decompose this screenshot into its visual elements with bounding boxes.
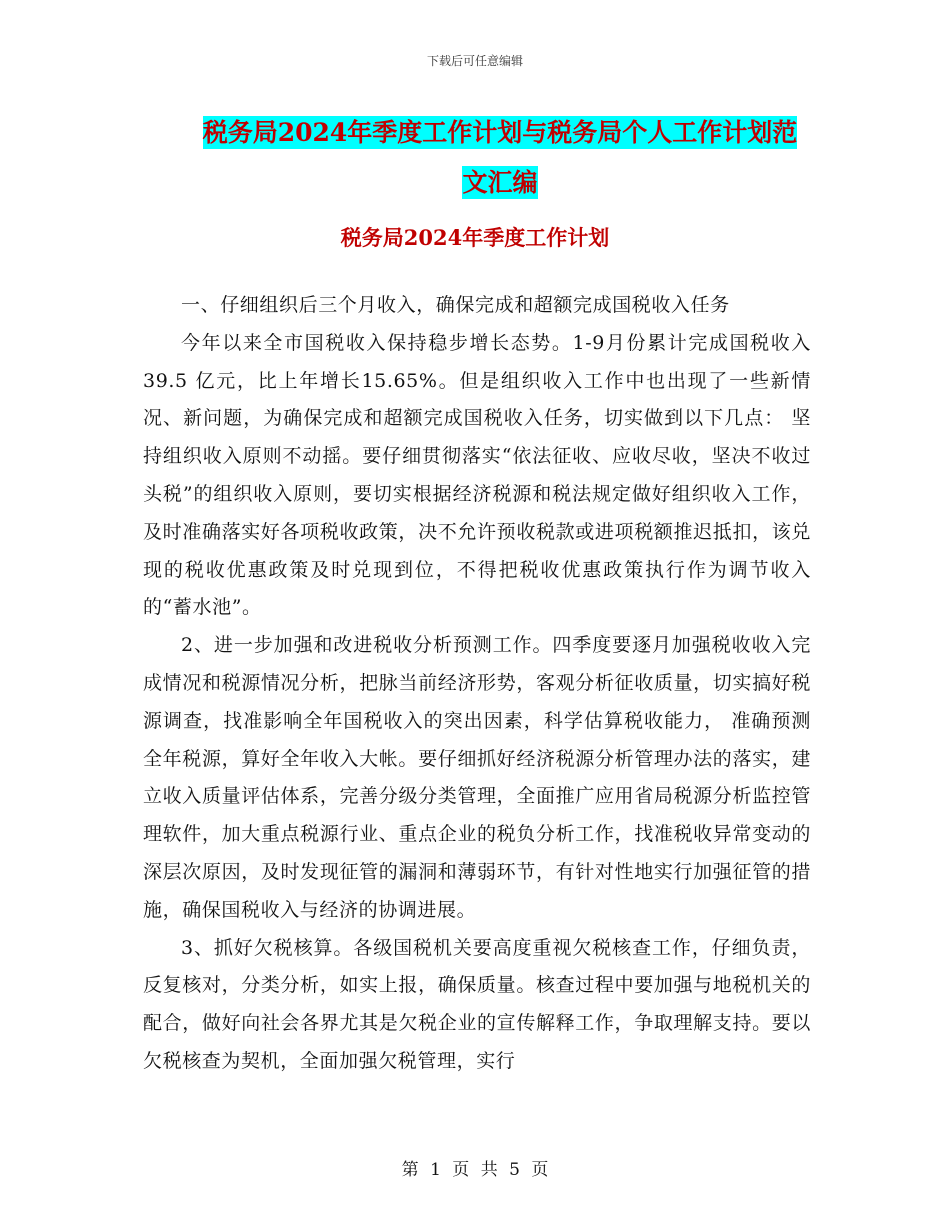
page-footer: 第 1 页 共 5 页 [401,1160,549,1180]
title-line-1: 税务局2024年季度工作计划与税务局个人工作计划范 [202,118,798,147]
header-note: 下载后可任意编辑 [426,54,523,68]
paragraph-heading: 一、仔细组织后三个月收入，确保完成和超额完成国税收入任务 [181,294,730,316]
section-title: 税务局2024年季度工作计划 [340,225,610,250]
paragraph: 今年以来全市国税收入保持稳步增长态势。1-9月份累计完成国税收入39.5 亿元，比上年增长15.65%。但是组织收入工作中也出现了一些新情况、新问题，为确保完成和超额完成国税收入任务，切实做到以下几点： 坚持组织收入原则不动摇。要仔细贯彻落实“依法征收、应收尽收，坚决不收过头税”的组织收入原则，要切实根据经济税源和税法规定做好组织收入工作，及时准确落实好各项税收政策，决不允许预收税款或进项税额推迟抵扣，该兑现的税收优惠政策及时兑现到位，不得把税收优惠政策执行作为调节收入的“蓄水池”。 [143,331,811,619]
document-title [150,108,850,208]
paragraph: 2、进一步加强和改进税收分析预测工作。四季度要逐月加强税收收入完成情况和税源情况分析，把脉当前经济形势，客观分析征收质量，切实搞好税源调查，找准影响全年国税收入的突出因素，科学估算税收能力， 准确预测全年税源，算好全年收入大帐。要仔细抓好经济税源分析管理办法的落实，建立收入质量评估体系，完善分级分类管理，全面推广应用省局税源分析监控管理软件，加大重点税源行业、重点企业的税负分析工作，找准税收异常变动的深层次原因，及时发现征管的漏洞和薄弱环节，有针对性地实行加强征管的措施，确保国税收入与经济的协调进展。 [143,634,811,921]
title-line-2: 文汇编 [462,168,538,197]
body-text [143,287,811,1081]
paragraph: 3、抓好欠税核算。各级国税机关要高度重视欠税核查工作，仔细负责，反复核对，分类分析，如实上报，确保质量。核查过程中要加强与地税机关的配合，做好向社会各界尤其是欠税企业的宣传解释工作，争取理解支持。要以欠税核查为契机，全面加强欠税管理，实行 [143,936,811,1072]
